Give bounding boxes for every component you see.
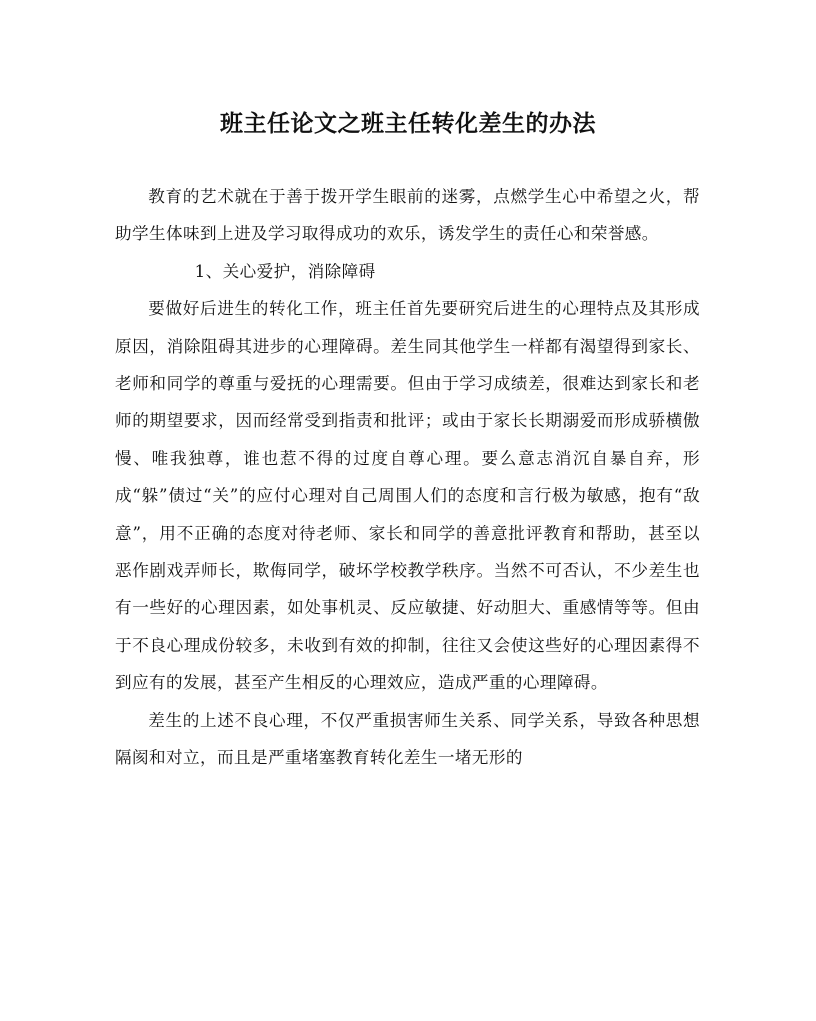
document-title: 班主任论文之班主任转化差生的办法 [220, 110, 596, 137]
paragraph-intro: 教育的艺术就在于善于拨开学生眼前的迷雾，点燃学生心中希望之火，帮助学生体味到上进及学习取得成功的欢乐，诱发学生的责任心和荣誉感。 [115, 187, 700, 244]
section-heading-1: 1、关心爱护，消除障碍 [194, 261, 376, 281]
document-body [115, 178, 700, 777]
paragraph-psychology: 要做好后进生的转化工作，班主任首先要研究后进生的心理特点及其形成原因，消除阻碍其进步的心理障碍。差生同其他学生一样都有渴望得到家长、老师和同学的尊重与爱抚的心理需要。但由于学习成绩差，很难达到家长和老师的期望要求，因而经常受到指责和批评；或由于家长长期溺爱而形成骄横傲慢、唯我独尊，谁也惹不得的过度自尊心理。要么意志消沉自暴自弃，形成“躲”债过“关”的应付心理对自己周围人们的态度和言行极为敏感，抱有“敌意”，用不正确的态度对待老师、家长和同学的善意批评教育和帮助，甚至以恶作剧戏弄师长，欺侮同学，破坏学校教学秩序。当然不可否认，不少差生也有一些好的心理因素，如处事机灵、反应敏捷、好动胆大、重感情等等。但由于不良心理成份较多，未收到有效的抑制，往往又会使这些好的心理因素得不到应有的发展，甚至产生相反的心理效应，造成严重的心理障碍。 [115, 299, 700, 693]
paragraph-consequences: 差生的上述不良心理，不仅严重损害师生关系、同学关系，导致各种思想隔阂和对立，而且是严重堵塞教育转化差生一堵无形的 [115, 710, 700, 768]
